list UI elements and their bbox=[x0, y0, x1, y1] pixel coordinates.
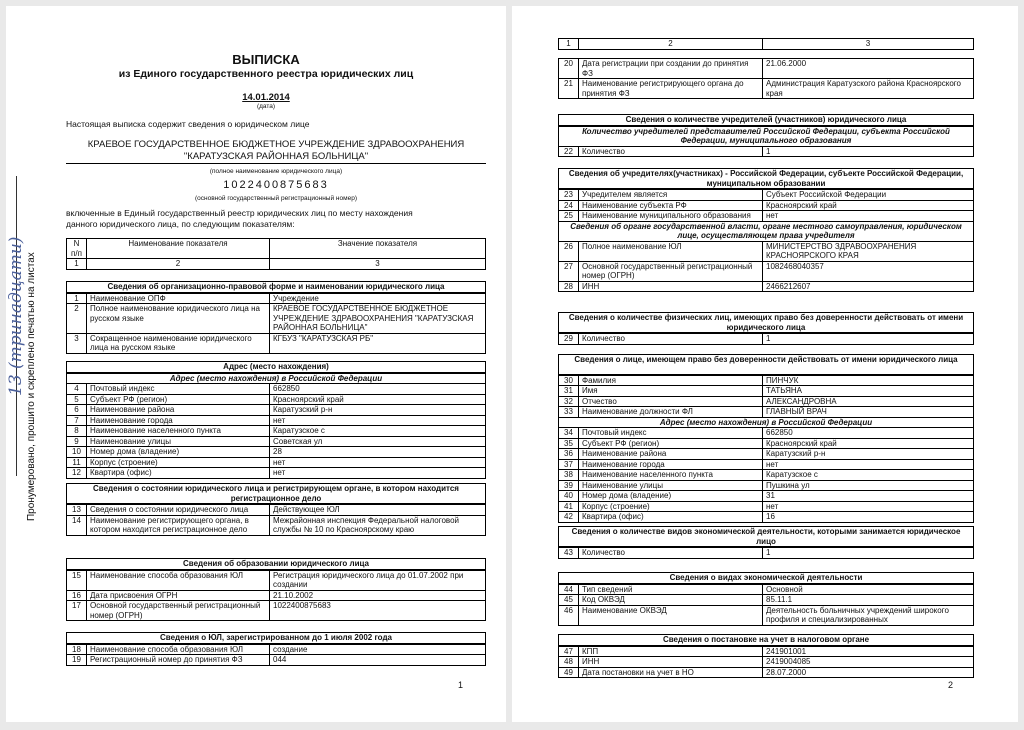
section-title: Сведения о лице, имеющем право без доверенности действовать от имени юридического лица bbox=[559, 355, 974, 375]
row-indicator-name: Наименование регистрирующего органа, в котором находится регистрационное дело bbox=[87, 515, 270, 535]
row-indicator-value: МИНИСТЕРСТВО ЗДРАВООХРАНЕНИЯ КРАСНОЯРСКОГО КРАЯ bbox=[763, 241, 974, 261]
table-row bbox=[67, 447, 486, 458]
section-activities-count bbox=[558, 526, 974, 559]
row-number: 21 bbox=[559, 79, 579, 99]
row-number: 29 bbox=[559, 333, 579, 344]
header-num-2: 2 bbox=[579, 39, 763, 50]
section-subtitle: Сведения об органе государственной власти, органе местного самоуправления, юридическом лице, осуществляющем права учредителя bbox=[559, 221, 974, 241]
section-title: Сведения об учредителях(участниках) - Российской Федерации, субъекте Российской Федерации, муниципальном образовании bbox=[559, 169, 974, 190]
table-row bbox=[559, 605, 974, 625]
row-indicator-value: Красноярский край bbox=[763, 438, 974, 449]
row-indicator-value: 28.07.2000 bbox=[763, 667, 974, 678]
row-indicator-name: КПП bbox=[579, 646, 763, 657]
row-indicator-value: нет bbox=[763, 459, 974, 470]
row-indicator-value: Советская ул bbox=[270, 436, 486, 447]
table-row bbox=[559, 428, 974, 439]
row-number: 25 bbox=[559, 211, 579, 222]
table-row bbox=[67, 504, 486, 515]
row-indicator-name: Дата постановки на учет в НО bbox=[579, 667, 763, 678]
row-indicator-value: нет bbox=[270, 468, 486, 479]
row-indicator-value: ГЛАВНЫЙ ВРАЧ bbox=[763, 407, 974, 418]
row-number: 5 bbox=[67, 394, 87, 405]
row-number: 39 bbox=[559, 480, 579, 491]
table-row bbox=[559, 595, 974, 606]
row-number: 34 bbox=[559, 428, 579, 439]
row-indicator-value: Действующее ЮЛ bbox=[270, 504, 486, 515]
row-indicator-value: 31 bbox=[763, 491, 974, 502]
page-number: 1 bbox=[458, 680, 464, 690]
row-indicator-value: нет bbox=[763, 501, 974, 512]
row-number: 23 bbox=[559, 189, 579, 200]
row-indicator-name: Номер дома (владение) bbox=[579, 491, 763, 502]
stamp-text: Пронумеровано, прошито и скреплено печатью на листах bbox=[26, 252, 37, 521]
row-indicator-name: Наименование улицы bbox=[579, 480, 763, 491]
table-row bbox=[67, 333, 486, 353]
row-indicator-value: Каратузский р-н bbox=[763, 449, 974, 460]
row-number: 14 bbox=[67, 515, 87, 535]
row-number: 46 bbox=[559, 605, 579, 625]
section-founders-count bbox=[558, 114, 974, 157]
row-number: 8 bbox=[67, 426, 87, 437]
row-indicator-name: Полное наименование ЮЛ bbox=[579, 241, 763, 261]
row-indicator-value: КГБУЗ "КАРАТУЗСКАЯ РБ" bbox=[270, 333, 486, 353]
header-n: N п/п bbox=[67, 239, 87, 259]
table-row bbox=[67, 457, 486, 468]
row-number: 48 bbox=[559, 657, 579, 668]
row-indicator-value: Красноярский край bbox=[763, 200, 974, 211]
row-number: 3 bbox=[67, 333, 87, 353]
ogrn-caption: (основной государственный регистрационный номер) bbox=[194, 195, 357, 202]
table-row bbox=[559, 189, 974, 200]
row-indicator-value: 28 bbox=[270, 447, 486, 458]
row-indicator-value: Основной bbox=[763, 584, 974, 595]
row-indicator-value: ПИНЧУК bbox=[763, 375, 974, 386]
table-row bbox=[67, 405, 486, 416]
table-row bbox=[559, 59, 974, 79]
row-indicator-value: 1082468040357 bbox=[763, 261, 974, 281]
section-before-2002 bbox=[66, 632, 486, 666]
row-indicator-value: Красноярский край bbox=[270, 394, 486, 405]
row-indicator-name: Сведения о состоянии юридического лица bbox=[87, 504, 270, 515]
table-row bbox=[559, 501, 974, 512]
section-title: Сведения о состоянии юридического лица и регистрирующем органе, в котором находится регистрационное дело bbox=[67, 484, 486, 505]
header-num-1: 1 bbox=[559, 39, 579, 50]
section-tax bbox=[558, 634, 974, 678]
row-number: 33 bbox=[559, 407, 579, 418]
table-row bbox=[559, 396, 974, 407]
row-indicator-name: Квартира (офис) bbox=[579, 512, 763, 523]
document-page-1 bbox=[6, 6, 506, 722]
row-indicator-name: Тип сведений bbox=[579, 584, 763, 595]
row-indicator-value: создание bbox=[270, 644, 486, 655]
header-name: Наименование показателя bbox=[87, 239, 270, 259]
row-indicator-name: Количество bbox=[579, 333, 763, 344]
row-indicator-name: Полное наименование юридического лица на русском языке bbox=[87, 304, 270, 334]
row-indicator-name: Наименование должности ФЛ bbox=[579, 407, 763, 418]
row-indicator-name: Сокращенное наименование юридического лица на русском языке bbox=[87, 333, 270, 353]
document-date: 14.01.2014 bbox=[242, 92, 290, 103]
section-person bbox=[558, 354, 974, 523]
section-subtitle: Количество учредителей представителей Российской Федерации, субъекта Российской Федерации, муниципального образования bbox=[559, 126, 974, 147]
row-indicator-name: Основной государственный регистрационный номер (ОГРН) bbox=[579, 261, 763, 281]
table-row bbox=[559, 146, 974, 157]
header-num-2: 2 bbox=[87, 259, 270, 270]
table-row bbox=[559, 547, 974, 558]
table-row bbox=[67, 590, 486, 601]
section-opf bbox=[66, 281, 486, 354]
row-number: 4 bbox=[67, 384, 87, 395]
row-number: 40 bbox=[559, 491, 579, 502]
section-title: Сведения о ЮЛ, зарегистрированном до 1 июля 2002 года bbox=[67, 633, 486, 644]
section-title: Сведения о постановке на учет в налоговом органе bbox=[559, 635, 974, 646]
row-indicator-name: Дата регистрации при создании до принятия ФЗ bbox=[579, 59, 763, 79]
section-registration-before-law bbox=[558, 58, 974, 99]
header-num-1: 1 bbox=[67, 259, 87, 270]
table-row bbox=[67, 601, 486, 621]
table-row bbox=[559, 584, 974, 595]
row-indicator-value: 16 bbox=[763, 512, 974, 523]
row-number: 24 bbox=[559, 200, 579, 211]
section-title: Сведения о количестве учредителей (участников) юридического лица bbox=[559, 115, 974, 126]
row-indicator-value: 1 bbox=[763, 547, 974, 558]
row-indicator-name: ИНН bbox=[579, 281, 763, 292]
row-indicator-name: Наименование города bbox=[87, 415, 270, 426]
section-founders bbox=[558, 168, 974, 292]
row-indicator-name: Наименование муниципального образования bbox=[579, 211, 763, 222]
row-indicator-value: Администрация Каратузского района Красноярского края bbox=[763, 79, 974, 99]
row-number: 37 bbox=[559, 459, 579, 470]
row-number: 16 bbox=[67, 590, 87, 601]
table-row bbox=[559, 491, 974, 502]
row-indicator-name: Регистрационный номер до принятия ФЗ bbox=[87, 655, 270, 666]
row-number: 28 bbox=[559, 281, 579, 292]
row-indicator-value: нет bbox=[270, 457, 486, 468]
row-number: 31 bbox=[559, 386, 579, 397]
page-number: 2 bbox=[948, 680, 954, 690]
row-number: 1 bbox=[67, 293, 87, 304]
table-row bbox=[559, 79, 974, 99]
row-number: 42 bbox=[559, 512, 579, 523]
row-indicator-name: Наименование города bbox=[579, 459, 763, 470]
row-number: 49 bbox=[559, 667, 579, 678]
column-header-table bbox=[66, 238, 486, 270]
table-row bbox=[559, 241, 974, 261]
document-subtitle: из Единого государственного реестра юридических лиц bbox=[118, 68, 414, 80]
binding-stamp bbox=[8, 176, 44, 521]
row-number: 44 bbox=[559, 584, 579, 595]
row-indicator-name: Количество bbox=[579, 547, 763, 558]
table-row bbox=[67, 655, 486, 666]
row-number: 13 bbox=[67, 504, 87, 515]
row-indicator-name: Корпус (строение) bbox=[579, 501, 763, 512]
table-row bbox=[559, 667, 974, 678]
row-number: 36 bbox=[559, 449, 579, 460]
row-indicator-name: Наименование ОПФ bbox=[87, 293, 270, 304]
row-indicator-name: Почтовый индекс bbox=[87, 384, 270, 395]
included-text: включенные в Единый государственный реестр юридических лиц по месту нахождения данного юридического лица, по следующим показателям: bbox=[66, 208, 413, 229]
row-indicator-name: Дата присвоения ОГРН bbox=[87, 590, 270, 601]
row-number: 17 bbox=[67, 601, 87, 621]
row-indicator-value: 241901001 bbox=[763, 646, 974, 657]
row-indicator-name: Фамилия bbox=[579, 375, 763, 386]
row-number: 26 bbox=[559, 241, 579, 261]
row-number: 20 bbox=[559, 59, 579, 79]
row-indicator-name: Наименование района bbox=[87, 405, 270, 416]
stamp-handwritten-count: 13 (тринадцати) bbox=[6, 236, 26, 396]
column-header-table bbox=[558, 38, 974, 50]
row-indicator-name: Учредителем является bbox=[579, 189, 763, 200]
section-formation bbox=[66, 558, 486, 621]
header-num-3: 3 bbox=[270, 259, 486, 270]
row-indicator-value: 2419004085 bbox=[763, 657, 974, 668]
table-row bbox=[67, 304, 486, 334]
row-number: 9 bbox=[67, 436, 87, 447]
table-row bbox=[559, 459, 974, 470]
organization-name: КРАЕВОЕ ГОСУДАРСТВЕННОЕ БЮДЖЕТНОЕ УЧРЕЖДЕНИЕ ЗДРАВООХРАНЕНИЯ "КАРАТУЗСКАЯ РАЙОННАЯ БОЛЬНИЦА" bbox=[66, 139, 486, 164]
section-title: Сведения об образовании юридического лица bbox=[67, 559, 486, 570]
row-number: 19 bbox=[67, 655, 87, 666]
row-number: 41 bbox=[559, 501, 579, 512]
row-indicator-name: ИНН bbox=[579, 657, 763, 668]
row-number: 35 bbox=[559, 438, 579, 449]
table-row bbox=[559, 646, 974, 657]
row-indicator-value: Каратузское с bbox=[270, 426, 486, 437]
row-indicator-name: Наименование улицы bbox=[87, 436, 270, 447]
table-row bbox=[559, 512, 974, 523]
row-indicator-value: Деятельность больничных учреждений широкого профиля и специализированных bbox=[763, 605, 974, 625]
row-indicator-value: 21.10.2002 bbox=[270, 590, 486, 601]
row-number: 7 bbox=[67, 415, 87, 426]
row-indicator-value: Пушкина ул bbox=[763, 480, 974, 491]
row-indicator-value: 21.06.2000 bbox=[763, 59, 974, 79]
row-indicator-value: ТАТЬЯНА bbox=[763, 386, 974, 397]
ogrn-number: 1022400875683 bbox=[223, 179, 329, 191]
section-state bbox=[66, 483, 486, 536]
row-indicator-name: Код ОКВЭД bbox=[579, 595, 763, 606]
section-title: Адрес (место нахождения) bbox=[67, 362, 486, 373]
row-indicator-value: 044 bbox=[270, 655, 486, 666]
section-title: Сведения о количестве видов экономической деятельности, которыми занимается юридическое лицо bbox=[559, 527, 974, 548]
row-indicator-name: Наименование регистрирующего органа до принятия ФЗ bbox=[579, 79, 763, 99]
table-row bbox=[559, 449, 974, 460]
row-indicator-value: 662850 bbox=[270, 384, 486, 395]
row-number: 15 bbox=[67, 570, 87, 591]
row-indicator-name: Наименование ОКВЭД bbox=[579, 605, 763, 625]
row-indicator-name: Квартира (офис) bbox=[87, 468, 270, 479]
row-indicator-name: Наименование способа образования ЮЛ bbox=[87, 570, 270, 591]
row-indicator-name: Наименование населенного пункта bbox=[87, 426, 270, 437]
section-address bbox=[66, 361, 486, 479]
table-row bbox=[559, 407, 974, 418]
table-row bbox=[559, 438, 974, 449]
row-indicator-name: Наименование способа образования ЮЛ bbox=[87, 644, 270, 655]
table-row bbox=[67, 515, 486, 535]
table-row bbox=[559, 261, 974, 281]
row-indicator-value: нет bbox=[270, 415, 486, 426]
row-indicator-name: Количество bbox=[579, 146, 763, 157]
row-indicator-value: 1 bbox=[763, 333, 974, 344]
section-title: Сведения о количестве физических лиц, имеющих право без доверенности действовать от имени юридического лица bbox=[559, 313, 974, 334]
row-number: 10 bbox=[67, 447, 87, 458]
row-indicator-value: Регистрация юридического лица до 01.07.2002 при создании bbox=[270, 570, 486, 591]
row-indicator-value: 662850 bbox=[763, 428, 974, 439]
section-activities bbox=[558, 572, 974, 626]
row-indicator-name: Наименование субъекта РФ bbox=[579, 200, 763, 211]
row-indicator-value: Каратузский р-н bbox=[270, 405, 486, 416]
row-number: 27 bbox=[559, 261, 579, 281]
row-number: 18 bbox=[67, 644, 87, 655]
row-number: 32 bbox=[559, 396, 579, 407]
table-row bbox=[67, 426, 486, 437]
row-indicator-value: КРАЕВОЕ ГОСУДАРСТВЕННОЕ БЮДЖЕТНОЕ УЧРЕЖДЕНИЕ ЗДРАВООХРАНЕНИЯ "КАРАТУЗСКАЯ РАЙОННАЯ БОЛЬНИЦА" bbox=[270, 304, 486, 334]
header-value: Значение показателя bbox=[270, 239, 486, 259]
row-number: 47 bbox=[559, 646, 579, 657]
table-row bbox=[67, 394, 486, 405]
table-row bbox=[559, 386, 974, 397]
intro-text: Настоящая выписка содержит сведения о юридическом лице bbox=[66, 119, 310, 129]
document-page-2 bbox=[512, 6, 1018, 722]
row-indicator-value: нет bbox=[763, 211, 974, 222]
table-row bbox=[67, 293, 486, 304]
row-indicator-value: 1 bbox=[763, 146, 974, 157]
table-row bbox=[559, 333, 974, 344]
table-row bbox=[559, 470, 974, 481]
table-row bbox=[67, 644, 486, 655]
section-title: Сведения о видах экономической деятельности bbox=[559, 573, 974, 584]
row-indicator-name: Отчество bbox=[579, 396, 763, 407]
row-number: 38 bbox=[559, 470, 579, 481]
organization-name-caption: (полное наименование юридического лица) bbox=[209, 168, 343, 175]
row-indicator-value: Субъект Российской Федерации bbox=[763, 189, 974, 200]
row-number: 11 bbox=[67, 457, 87, 468]
row-number: 22 bbox=[559, 146, 579, 157]
row-indicator-name: Субъект РФ (регион) bbox=[579, 438, 763, 449]
table-row bbox=[67, 384, 486, 395]
row-indicator-value: 85.11.1 bbox=[763, 595, 974, 606]
row-number: 43 bbox=[559, 547, 579, 558]
row-indicator-name: Основной государственный регистрационный номер (ОГРН) bbox=[87, 601, 270, 621]
document-title: ВЫПИСКА bbox=[232, 52, 300, 67]
row-number: 12 bbox=[67, 468, 87, 479]
row-indicator-name: Наименование населенного пункта bbox=[579, 470, 763, 481]
section-persons-count bbox=[558, 312, 974, 345]
row-indicator-value: Межрайонная инспекция Федеральной налоговой службы № 10 по Красноярскому краю bbox=[270, 515, 486, 535]
table-row bbox=[559, 200, 974, 211]
row-indicator-value: АЛЕКСАНДРОВНА bbox=[763, 396, 974, 407]
row-indicator-value: Учреждение bbox=[270, 293, 486, 304]
table-row bbox=[67, 570, 486, 591]
table-row bbox=[67, 436, 486, 447]
section-title: Сведения об организационно-правовой форме и наименовании юридического лица bbox=[67, 282, 486, 293]
row-indicator-value: 1022400875683 bbox=[270, 601, 486, 621]
table-row bbox=[559, 480, 974, 491]
row-indicator-name: Корпус (строение) bbox=[87, 457, 270, 468]
table-row bbox=[67, 415, 486, 426]
table-row bbox=[559, 375, 974, 386]
table-row bbox=[559, 281, 974, 292]
section-subtitle: Адрес (место нахождения) в Российской Федерации bbox=[559, 417, 974, 428]
section-subtitle: Адрес (место нахождения) в Российской Федерации bbox=[67, 373, 486, 384]
row-number: 45 bbox=[559, 595, 579, 606]
table-row bbox=[559, 211, 974, 222]
row-number: 2 bbox=[67, 304, 87, 334]
row-indicator-name: Имя bbox=[579, 386, 763, 397]
row-indicator-value: Каратузское с bbox=[763, 470, 974, 481]
row-number: 6 bbox=[67, 405, 87, 416]
row-indicator-name: Почтовый индекс bbox=[579, 428, 763, 439]
row-indicator-name: Номер дома (владение) bbox=[87, 447, 270, 458]
table-row bbox=[559, 657, 974, 668]
row-indicator-value: 2466212607 bbox=[763, 281, 974, 292]
header-num-3: 3 bbox=[763, 39, 974, 50]
table-row bbox=[67, 468, 486, 479]
row-number: 30 bbox=[559, 375, 579, 386]
row-indicator-name: Субъект РФ (регион) bbox=[87, 394, 270, 405]
date-caption: (дата) bbox=[256, 103, 276, 110]
row-indicator-name: Наименование района bbox=[579, 449, 763, 460]
